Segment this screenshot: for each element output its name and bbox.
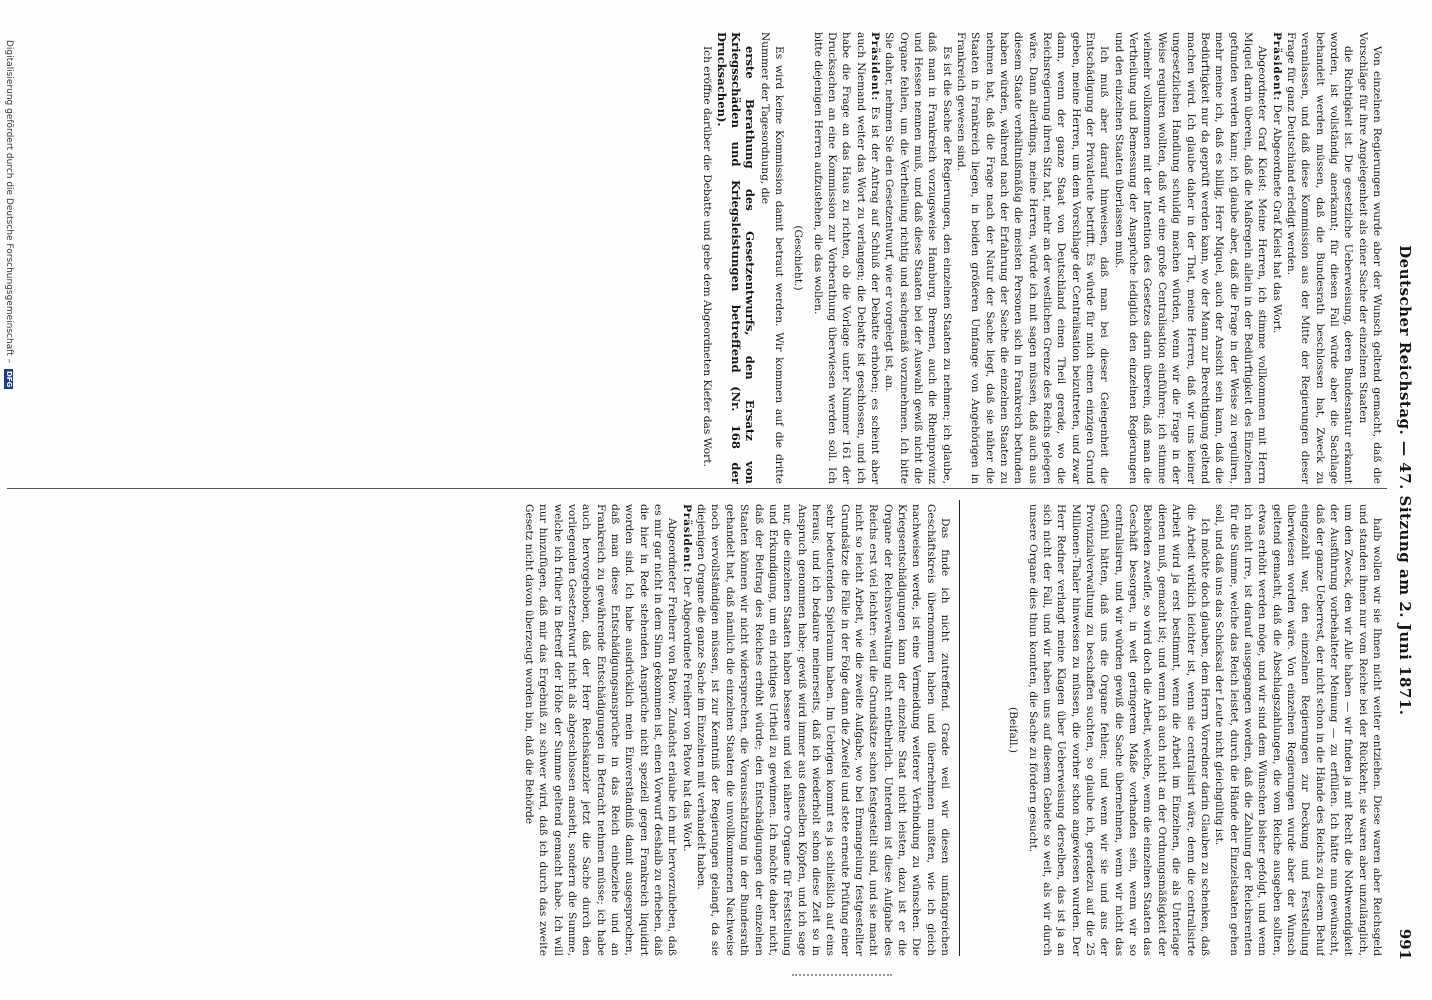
- paragraph: Ich eröffne darüber die Debatte und gebe dem Abgeordneten Kiefer das Wort.: [701, 46, 714, 467]
- stage-direction: (Beifall.): [1007, 706, 1020, 754]
- section-rule: [959, 500, 960, 956]
- right-column-top: [966, 504, 1384, 956]
- paragraph: Ich muß aber darauf hinweisen, daß man bei dieser Gelegenheit die Entschädigung der Privatleute betrifft. Es würde für mich einen einzigen Grund geben, meine Herren, um dem Vorschlage der Centralisation beizutreten, und zwar dann, wenn der ganze Staat von Deutschland einen Theil gerade, wo die Reichsregierung ihren Sitz hat, mehr an der westlichen Grenze des Reichs gelegen wäre. Dann allerdings, meine Herren, würde ich mit sagen müssen, daß auch aus diesem Staate verhältnißmäßig die meisten Personen sich in Frankreich befunden haben würden, während nach der Erfahrung der Sache die einzelnen Staaten zu nehmen hat, daß die Frage nach der Natur der Sache liegt, daß sie näher die Staaten in Frankreich liegen, in beiden größeren Umfange von Angehörigen in Frankreich gewesen sind.: [955, 32, 1111, 484]
- speaker-text: Der Abgeordnete Graf Kleist hat das Wort.: [1270, 101, 1283, 334]
- speaker-name: Präsident:: [680, 504, 693, 574]
- speaker-name: Präsident:: [868, 32, 881, 102]
- page-header: [1392, 32, 1418, 960]
- speaker-paragraph: [679, 504, 693, 956]
- paragraph: halb wollen wir sie Ihnen nicht weiter entziehen. Diese waren aber Reichsgeld und standen ihnen nur vom Reiche bei der Rückkehr, sie waren aber unzulänglich, um den Zweck, den wir Alle haben — wir finden ja mit Recht die Nothwendigkeit der Ausführung vorbehalteter Meinung — zu erfüllen. Ich hätte nun gewünscht, daß der ganze Ueberrest, der nicht schon in die Hände des Reichs zu diesem Behuf eingezahlt war, den einzelnen Regierungen zur Deckung und Feststellung überwiesen worden wäre. Von einzelnen Regierungen wurde aber der Wunsch geltend gemacht, daß die Abschlagszahlungen, die vom Reiche ausgeben sollten, etwas erhöht werden möge, und wir sind dem Wünschen bisher gefolgt, und wenn ich nicht irre, ist darauf ausgegangen worden, daß die Zahlung der Reichsrenten für die Summe, welche das Reich leistet, durch die Hände der Einzelstaaten gehen soll, und daß uns das Schicksal der Leute nicht gleichgültig ist.: [1213, 504, 1383, 956]
- speaker-text: Es ist der Antrag auf Schluß der Debatte erhoben; es scheint aber auch Niemand weiter das Wort zu verlangen; die Debatte ist geschlossen, und ich habe die Frage an das Haus zu richten, ob die Vorlage unter Nummer 161 der Drucksachen an eine Kommission zur Vorberathung überwiesen werden soll. Ich bitte diejenigen Herren aufzustehen, die das wollen.: [811, 32, 881, 484]
- speaker-paragraph: [1269, 32, 1283, 484]
- paragraph: Es ist die Sache der Regierungen, den einzelnen Staaten zu nehmen; ich glaube, daß man in Frankreich vorzugsweise Hamburg, Bremen, auch die Rheinprovinz und Hessen nennen muß, und daß diese Staaten bei der Auswahl gewiß nicht die Organe fehlen, um die Vertheilung richtig und sachgemäß vorzunehmen. Ich bitte Sie daher, nehmen Sie den Gesetzentwurf, wie er vorgelegt ist, an.: [883, 32, 953, 484]
- paragraph: Das finde ich nicht zutreffend. Grade weil wir diesen umfangreichen Geschäftskreis übernommen haben und übernehmen mußten, wie ich gleich nachweisen werde, ist eine Vermeidung weiterer Verbindung zu wünschen. Die Kriegsentschädigungen kann der einzelne Staat nicht leisten, dazu ist er die Organe der Reichsverwaltung nicht entbehrlich. Unterdem ist diese Aufgabe des Reichs erst viel leichter: weil die Grundsätze schon festgestellt sind, und sie macht nicht so leicht Arbeit, wie die zweite Aufgabe, wo bei Ermangelung festgestellter Grundsätze die Fälle in der Folge dann die Zweifel und stete erneute Prüfung einer sehr bedeutenden Spielraum haben. Im Uebrigen kommt es ja schließlich auf eins heraus, und ich bedaure meinerseits, daß ich wiederholt schon diese Zeit so in Anspruch genommen habe; gewiß wird immer aus denselben Köpfen, und ich sage nur, die einzelnen Staaten haben bessere und viel nähere Organe für Feststellung und Erkundigung, um ein richtiges Urtheil zu gewinnen. Ich möchte daher nicht, daß der Beitrag des Reiches erhöht würde; den Entschädigungen der einzelnen Staaten können wir nicht widersprechen, die Vorausschätzung in der Bundesrath gehandelt hat, daß nämlich die einzelnen Staaten die unvollkommenen Nachweise noch vervollständigen müssen, ist zur Kenntniß der Regierungen gelangt, da sie diejenigen Organe die ganze Sache im Einzelnen mit verhandelt haben.: [695, 504, 951, 956]
- paragraph: Es wird keine Kommission damit betraut werden. Wir kommen auf die dritte Nummer der Tagesordnung, die: [758, 32, 785, 484]
- speaker-text: Der Abgeordnete Freiherr von Patow hat das Wort.: [680, 573, 693, 852]
- page-header-title: Deutscher Reichstag. — 47. Sitzung am 2. Juni 1871.: [1396, 245, 1414, 716]
- right-column-bottom: [7, 504, 952, 956]
- column-divider: [7, 488, 1387, 489]
- left-column: [14, 32, 1384, 484]
- footer-text: Digitalisierung gefördert durch die Deutsche Forschungsgemeinschaft –: [4, 40, 14, 364]
- paragraph: Ich möchte doch glauben, dem Herrn Vorredner darin Glauben zu schenken, daß die Arbeit wirklich leichter ist, wenn sie centralisirt wäre, denn die centralisirte Arbeit wird ja erst bestimmt, wenn die Arbeit im Einzelnen, die als Unterlage dienen muß, gemacht ist; und wenn ich auch nicht an der Ordnungsmäßigkeit der Behörden zweifle, so wird doch die Arbeit, welche, wenn die einzelnen Staaten das Geschäft besorgen, in weit geringerem Maße vorhanden sein, wenn wir so centralisiren, und wir würden gewiß die Sache übernehmen, wenn wir nicht das Gefühl hätten, daß uns die Organe fehlen; und wenn wir sie und aus der Provinzialverwaltung zu beschaffen suchten, so glaube ich, geradezu auf die 25 Millionen-Thaler hinweisen zu müssen, die vorher schon angewiesen wurden. Der Herr Redner verlangt meine Klagen über Ueberweisung derselben, das ist ja an sich nicht der Fall, und wir haben uns auf diesem Gebiete so weit, als wir durch unsere Organe dies thun konnten, die Sache zu fördern gesucht.: [1026, 504, 1211, 956]
- paragraph: die Richtigkeit ist. Die gesetzliche Ueberweisung, deren Bundesnatur erkannt worden, ist vollständig anerkannt; für diesen Fall würde aber die Sachlage behandelt werden müssen, daß die Bundesrath beschlossen hat, Zweck zu veranlassen, und daß diese Kommission aus der Mitte der Regierungen dieser Frage für ganz Deutschland erledigt werden.: [1284, 32, 1355, 484]
- speaker-paragraph: [810, 32, 882, 484]
- page-number: 991: [1396, 928, 1414, 960]
- paragraph: Abgeordneter Freiherr von Patow: Zunächst erlaube ich mir hervorzuheben, daß es mir gar nicht in dem Sinn gekommen ist, einen Vorwurf deshalb zu erheben, daß die hier in Rede stehenden Ansprüche nicht speziell gegen Frankreich liquidirt worden sind. Ich habe ausdrücklich mein Einverständniß damit ausgesprochen, daß man diese Entschädigungsansprüche in das Reich einbeziehe und an Frankreich zu gewährende Entschädigungen in Betracht nehmen müsse; ich habe auch hervorgehoben, daß der Herr Reichskanzler jetzt die Sache durch den vorliegenden Gesetzentwurf nicht als abgeschlossen ansieht, sondern die Summe, welche ich früher in Betreff der Höhe der Summe geltend gemacht habe. Ich will nur hinzufügen, daß mir das Ergebniß zu schwer wird, daß ich durch das zweite Gesetz nicht davon überzeugt worden bin, daß die Behörde: [523, 504, 679, 956]
- agenda-item: erste Berathung des Gesetzentwurfs, den Ersatz von Kriegsschäden und Kriegsleistungen betreffend (Nr. 168 der Drucksachen).: [714, 32, 758, 484]
- stage-direction: (Geschieht.): [792, 225, 805, 291]
- paragraph: Abgeordneter Graf Kleist: Meine Herren, ich stimme vollkommen mit Herrn Miquel darin überein, daß die Maßregeln allein in der Bedürftigkeit des Einzelnen gefunden werden kann; ich glaube aber, daß die Frage in der Weise zu reguliren, mehr meine ich, daß es billig, Herr Miquel, auch der Ansicht sein kann, daß die Bedürftigkeit nur da geprüft werden kann, wo der Mann zur Berechtigung geltend machen wird. Ich glaube daher in der That, meine Herren, daß wir uns keiner ungesetzlichen Handlung schuldig machen würden, wenn wir die Frage in der Weise reguliren wollten, daß wir eine große Centralisation einführen; ich stimme vielmehr vollkommen mit der Intention des Gesetzes darin überein, daß man die Vertheilung und Bemessung der Ansprüche lediglich den einzelnen Regierungen und den einzelnen Staaten überlassen muß.: [1112, 32, 1269, 484]
- speaker-name: Präsident:: [1270, 32, 1283, 102]
- dfg-logo-icon: DFG: [5, 370, 14, 388]
- scan-edge-mark: [792, 974, 892, 982]
- digitization-footer: [4, 40, 14, 389]
- paragraph: Von einzelnen Regierungen wurde aber der Wunsch geltend gemacht, daß die Vorschläge für ihre Angelegenheit als einer Sache der einzelnen Staaten: [1356, 32, 1383, 484]
